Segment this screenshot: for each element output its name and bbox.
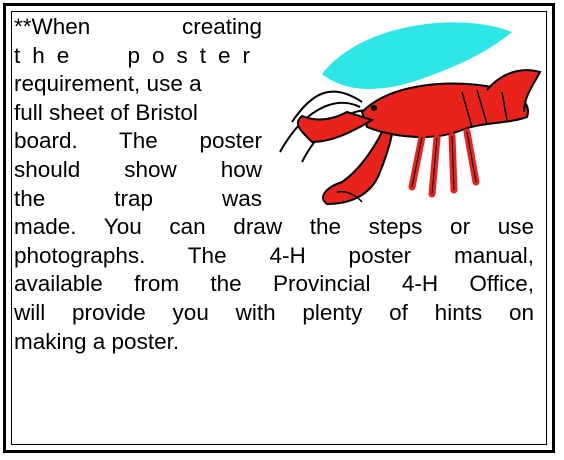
notice-line: requirement, use a bbox=[14, 71, 202, 97]
notice-line: the trap was bbox=[14, 185, 262, 211]
notice-line: making a poster. bbox=[14, 328, 180, 354]
notice-line: available from the Provincial 4-H Office, bbox=[14, 271, 534, 297]
notice-line: full sheet of Bristol bbox=[14, 99, 198, 125]
notice-line: should show how bbox=[14, 156, 262, 182]
notice-line: the poster bbox=[14, 42, 262, 68]
notice-line: will provide you with plenty of hints on bbox=[14, 299, 534, 325]
notice-line: board. The poster bbox=[14, 128, 262, 154]
notice-text bbox=[14, 13, 542, 356]
notice-line: **When creating bbox=[14, 14, 262, 39]
notice-line: photographs. The 4-H poster manual, bbox=[14, 242, 534, 268]
notice-line: made. You can draw the steps or use bbox=[14, 214, 534, 240]
